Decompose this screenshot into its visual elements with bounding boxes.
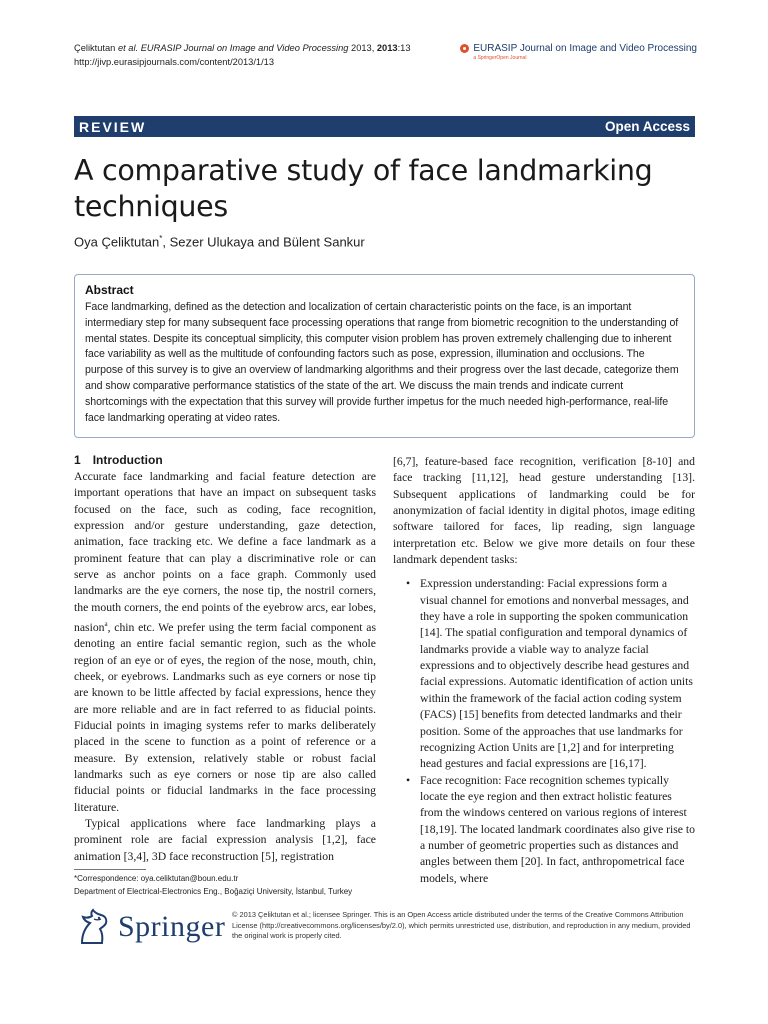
right-column xyxy=(393,454,695,887)
list-item-text: Face recognition: Face recognition schemes typically locate the eye region and then extract holistic features from the windows centered on various regions of interest [18,19]. The located landmark coordinates also give rise to a number of geometric properties such as distances and angles between them [20]. In fact, anthropometrical face models, where xyxy=(420,773,696,885)
left-column xyxy=(74,452,376,865)
citation-authors: Çeliktutan xyxy=(74,43,116,53)
corresponding-author[interactable]: Oya Çeliktutan xyxy=(74,234,160,250)
footnote-divider xyxy=(74,869,146,870)
citation-etal: et al. xyxy=(117,43,139,53)
footnote xyxy=(74,872,384,898)
license-text: © 2013 Çeliktutan et al.; licensee Springer. This is an Open Access article distributed under the terms of the Creative Commons Attribution License (http://creativecommons.org/licenses/by/2.0), which permits unrestricted use, distribution, and reproduction in any medium, provided the original work is properly cited. xyxy=(232,910,691,940)
right-paragraph: [6,7], feature-based face recognition, verification [8-10] and face tracking [11,12], head gesture understanding [13]. Subsequent applications of landmarking could be for anonymization of facial identity in digital photos, image editing software tailored for faces, lip reading, sign language interpretation etc. Below we give more details on four these landmark dependent tasks: xyxy=(393,455,695,567)
author-list xyxy=(74,234,365,249)
section-title: Introduction xyxy=(92,453,163,467)
journal-logo-icon xyxy=(460,44,469,53)
intro-paragraph-1: Accurate face landmarking and facial feature detection are important operations that have an impact on subsequent tasks focused on the face, such as coding, face recognition, expression and/or gesture understanding, gaze detection, animation, face tracking etc. We define a face landmark as a prominent feature that can play a discriminative role or can serve as anchor points on a face graph. Commonly used landmarks are the eye corners, the nose tip, the nostril corners, the mouth corners, the end points of the eyebrow arcs, ear lobes, nasion$^a$, chin etc. We prefer using the term facial component as denoting an entire facial semantic region, such as the whole region of an eye or of eyes, the region of the nose, mouth, chin, cheek, or eyebrows. Landmarks such as eye corners or nose tip are known to be little affected by facial expressions, hence they are more reliable and are in fact referred to as fiducial points. Fiducial points in imaging systems refer to marks deliberately placed in the scene to function as a point of reference or a measure. By extension, relatively stable or robust facial landmarks such as eye corners or nose tip are also called fiducial points or fiducial landmarks in the face processing literature. xyxy=(74,470,376,814)
abstract-text: Face landmarking, defined as the detection and localization of certain characteristic points on the face, is an important intermediary step for many subsequent face processing operations that range from biometric recognition to the understanding of mental states. Despite its conceptual simplicity, this computer vision problem has proven extremely challenging due to inherent face variability as well as the multitude of confounding factors such as pose, expression, illumination and occlusions. The purpose of this survey is to give an overview of landmarking algorithms and their progress over the last decade, categorize them and show comparative performance statistics of the state of the art. We discuss the main trends and indicate current shortcomings with the expectation that this survey will provide further impetus for the much needed high-performance, real-life face landmarking operating at video rates. xyxy=(85,301,679,424)
bullet-icon: • xyxy=(406,773,411,787)
article-title xyxy=(74,153,694,225)
citation-journal: EURASIP Journal on Image and Video Processing xyxy=(140,43,349,53)
springer-wordmark: Springer xyxy=(118,910,226,943)
section-heading-introduction xyxy=(74,452,376,468)
co-authors: , Sezer Ulukaya and Bülent Sankur xyxy=(162,234,365,250)
article-url[interactable]: http://jivp.eurasipjournals.com/content/2013/1/13 xyxy=(74,57,275,67)
intro-paragraph-2: Typical applications where face landmarking plays a prominent role are facial expression analysis [1,2], face animation [3,4], 3D face reconstruction [5], registration xyxy=(74,817,376,863)
article-type-label: REVIEW xyxy=(79,118,147,135)
list-item xyxy=(393,576,695,772)
citation-header xyxy=(74,41,411,69)
section-number: 1 xyxy=(74,453,81,467)
bullet-icon: • xyxy=(406,577,411,591)
task-list xyxy=(393,576,695,887)
citation-volume: 2013 xyxy=(376,43,398,53)
springer-logo xyxy=(74,907,225,947)
correspondence-email[interactable]: *Correspondence: oya.celiktutan@boun.edu.tr xyxy=(74,874,239,883)
citation-article: :13 xyxy=(397,43,411,53)
open-access-label: Open Access xyxy=(604,119,690,134)
journal-logo-text: EURASIP Journal on Image and Video Processing xyxy=(473,43,697,54)
affiliation: Department of Electrical-Electronics Eng., Boğaziçi University, İstanbul, Turkey xyxy=(74,887,353,896)
citation-year: 2013, xyxy=(351,43,375,53)
journal-logo xyxy=(460,43,697,61)
footnote-mark[interactable]: a xyxy=(104,620,108,629)
list-item xyxy=(393,773,695,887)
list-item-text: Expression understanding: Facial expressions form a visual channel for emotions and nonverbal messages, and they have a role in supporting the spoken communication [14]. The spatial configuration and temporal dynamics of landmarks provide a viable way to analyze facial expressions and to objectively describe head gestures and facial expressions. Automatic identification of action units within the framework of the facial action coding system (FACS) [15] benefits from detected landmarks and their position. Some of the approaches that use landmarks for recognizing Action Units are [1,2] and for interpreting head gestures and facial expressions are [16,17]. xyxy=(420,577,693,771)
article-type-banner xyxy=(74,116,695,137)
springer-horse-icon xyxy=(74,907,112,947)
abstract-box xyxy=(74,274,695,438)
title-line-1: A comparative study of face landmarking xyxy=(74,154,653,187)
title-line-2: techniques xyxy=(74,190,228,223)
abstract-heading: Abstract xyxy=(85,283,134,297)
correspondence-mark: * xyxy=(159,234,163,243)
journal-logo-subtitle: a SpringerOpen Journal xyxy=(473,55,527,61)
